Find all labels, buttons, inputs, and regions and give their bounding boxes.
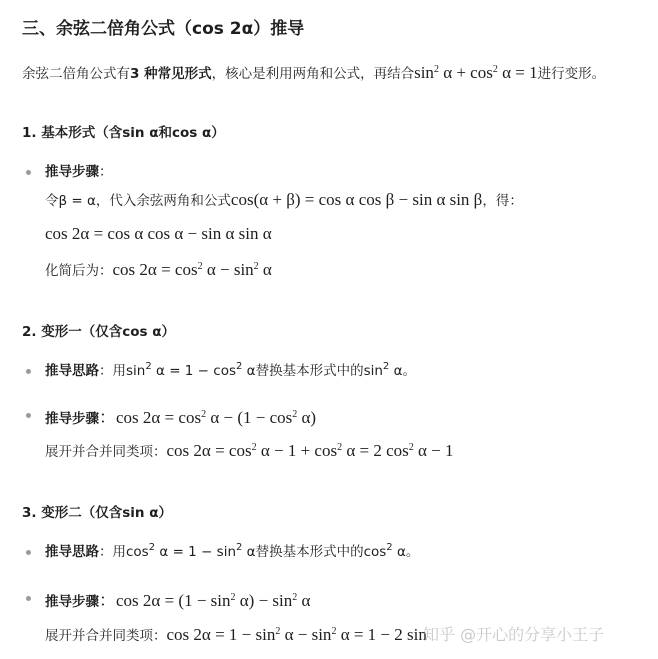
- section2-step: 推导步骤：$\cos 2\alpha = \cos^2 \alpha - (1 - \cos^2 \alpha)$: [45, 408, 317, 427]
- bullet-dot: [26, 369, 31, 374]
- section3-step: 推导步骤：$\cos 2\alpha = (1 - \sin^2 \alpha) - \sin^2 \alpha$: [45, 591, 311, 610]
- section1-line3: 化简后为：$\cos 2\alpha = \cos^2 \alpha - \sin^2 \alpha$: [45, 260, 272, 279]
- intro-text-2: ，核心是利用两角和公式，再结合: [211, 66, 415, 82]
- section2-idea: 推导思路：用$\sin^2 \alpha = 1 - \cos^2 \alpha$替换基本形式中的$\sin^2 \alpha$。: [45, 361, 416, 379]
- intro-bold: 3 种常见形式: [130, 66, 212, 82]
- bullet-dot: [26, 413, 31, 418]
- section1-line2: cos 2α = cos α cos α − sin α sin α: [45, 224, 272, 243]
- section2-expand: 展开并合并同类项：$\cos 2\alpha = \cos^2 \alpha - 1 + \cos^2 \alpha = 2$ $\cos^2 \alpha - 1$: [45, 441, 454, 460]
- section3-expand: 展开并合并同类项：$\cos 2\alpha = 1 - \sin^2 \alpha - \sin^2 \alpha = 1 - 2$ sin: [45, 625, 427, 644]
- watermark: 知乎 @开心的分享小王子: [423, 625, 605, 644]
- section1-title: 1. 基本形式（含sin α和cos α）: [22, 125, 225, 141]
- bullet-dot: [26, 550, 31, 555]
- bullet-dot: [26, 170, 31, 175]
- intro-text-1: 余弦二倍角公式有: [22, 66, 130, 82]
- intro-text-3: 进行变形。: [537, 66, 606, 82]
- bullet-dot: [26, 596, 31, 601]
- section3-title: 3. 变形二（仅含sin α）: [22, 505, 172, 521]
- pythagorean-identity: $\sin^2 \alpha + \cos^2 \alpha = 1$: [414, 63, 538, 82]
- section1-step-label: 推导步骤：: [45, 164, 113, 180]
- section1-line1: 令β = α，代入余弦两角和公式cos(α + β) = cos α cos β − sin α sin β，得：: [45, 190, 523, 209]
- section2-title: 2. 变形一（仅含cos α）: [22, 324, 176, 340]
- intro-paragraph: [22, 62, 605, 83]
- section3-idea: 推导思路：用$\cos^2 \alpha = 1 - \sin^2 \alpha$替换基本形式中的$\cos^2 \alpha$。: [45, 542, 420, 560]
- section-heading: 三、余弦二倍角公式（cos 2α）推导: [22, 19, 305, 39]
